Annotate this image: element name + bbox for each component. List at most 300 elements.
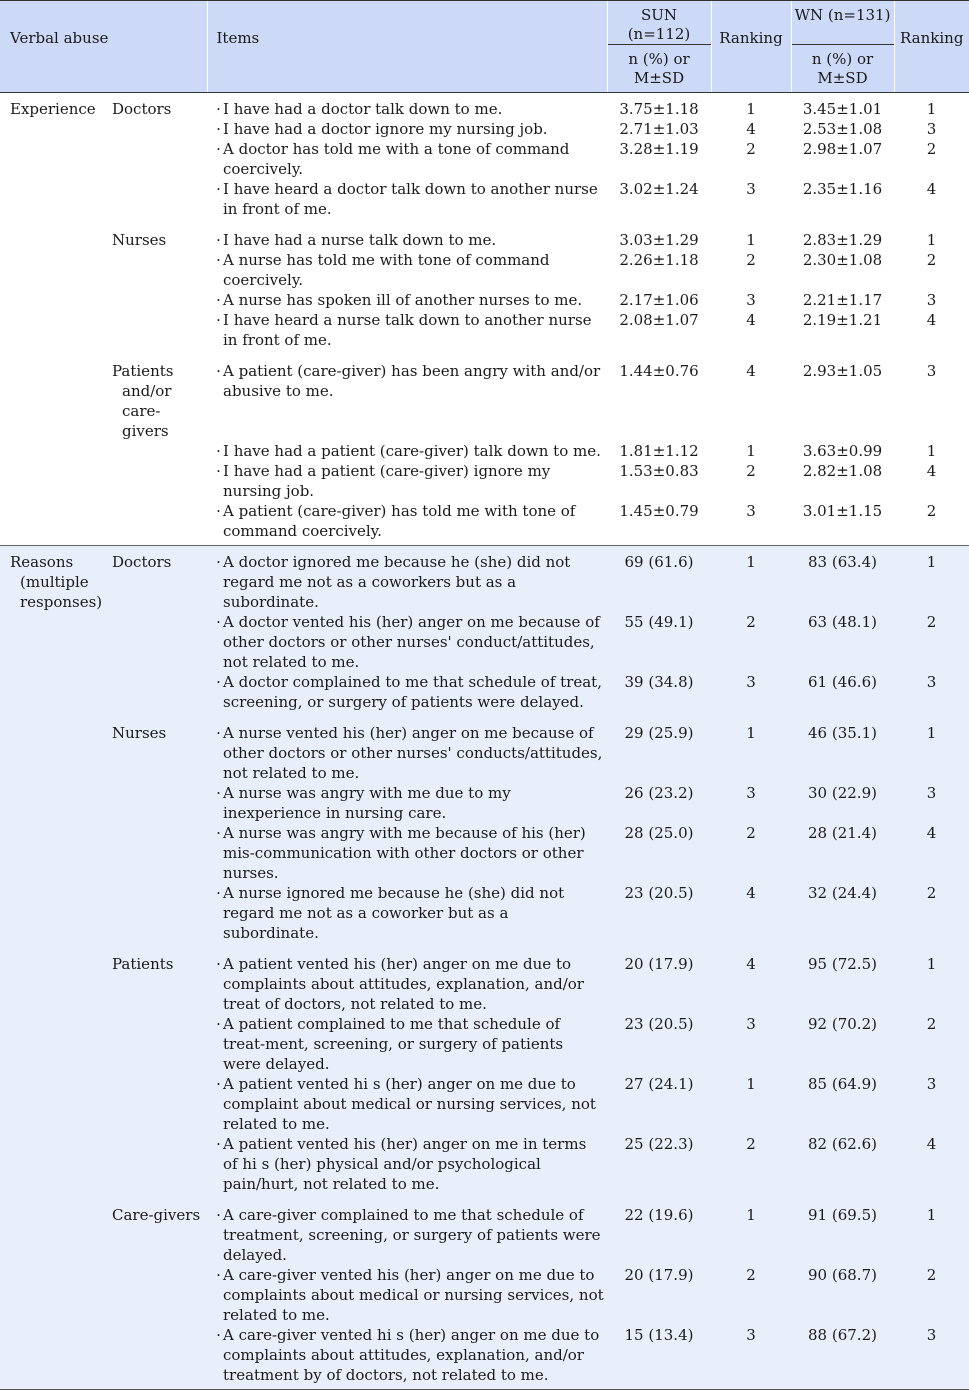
section-label-cell <box>0 783 103 823</box>
sun-value: 22 (19.6) <box>624 1206 694 1224</box>
section-label-cell <box>0 712 103 783</box>
header-sun-ranking <box>711 1 791 93</box>
wn-ranking-cell <box>894 461 969 501</box>
wn-value-cell <box>791 883 894 943</box>
sun-value-cell <box>607 93 711 120</box>
wn-value-cell <box>791 501 894 546</box>
sun-ranking: 1 <box>746 1206 756 1224</box>
sun-ranking: 1 <box>746 100 756 118</box>
wn-ranking-cell <box>894 219 969 250</box>
group-label-cell <box>103 350 207 441</box>
sun-ranking-cell <box>711 1194 791 1265</box>
item-entry <box>214 1265 607 1325</box>
group-label: Doctors <box>112 100 172 118</box>
item-entry <box>214 99 607 119</box>
sun-ranking-cell <box>711 179 791 219</box>
header-wn-stat-line2: M±SD <box>817 69 868 87</box>
item-cell <box>207 943 607 1014</box>
item-entry <box>214 1074 607 1134</box>
header-sun-stat <box>607 45 711 93</box>
item-text: A doctor ignored me because he (she) did not regard me not as a coworkers but as a subordinate. <box>223 553 571 611</box>
bullet-icon: · <box>216 120 221 138</box>
wn-value: 2.82±1.08 <box>802 462 883 480</box>
item-text: A patient (care-giver) has been angry with and/or abusive to me. <box>223 362 601 400</box>
section-label-cell <box>0 1134 103 1194</box>
header-verbal-abuse <box>0 1 207 93</box>
group-label-cell <box>103 139 207 179</box>
wn-ranking-cell <box>894 350 969 441</box>
sun-ranking-cell <box>711 441 791 461</box>
header-wn-label: WN (n=131) <box>794 6 891 24</box>
sun-value-cell <box>607 461 711 501</box>
sun-value: 55 (49.1) <box>624 613 694 631</box>
section-label-cell <box>0 501 103 546</box>
header-wn-ranking-label: Ranking <box>900 29 964 47</box>
bullet-icon: · <box>216 231 221 249</box>
section-label-cell <box>0 290 103 310</box>
bullet-icon: · <box>216 1326 221 1344</box>
sun-value-cell <box>607 883 711 943</box>
table-row <box>0 219 969 250</box>
wn-ranking: 3 <box>926 673 937 691</box>
sun-value: 2.26±1.18 <box>619 251 699 269</box>
item-entry <box>214 250 607 290</box>
sun-value-cell <box>607 1325 711 1390</box>
sun-value-cell <box>607 290 711 310</box>
sun-ranking: 1 <box>746 442 756 460</box>
wn-value-cell <box>791 93 894 120</box>
item-entry <box>214 783 607 823</box>
bullet-icon: · <box>216 724 221 742</box>
bullet-icon: · <box>216 553 221 571</box>
item-entry <box>214 290 607 310</box>
item-text: A patient vented hi s (her) anger on me due to complaint about medical or nursing services, not related to me. <box>223 1075 596 1133</box>
sun-ranking-cell <box>711 823 791 883</box>
wn-ranking-cell <box>894 672 969 712</box>
table-row <box>0 883 969 943</box>
section-label-cell <box>0 943 103 1014</box>
wn-ranking: 4 <box>926 180 937 198</box>
sun-value-cell <box>607 1194 711 1265</box>
table-row <box>0 310 969 350</box>
bullet-icon: · <box>216 100 221 118</box>
bullet-icon: · <box>216 362 221 380</box>
table-row <box>0 441 969 461</box>
sun-value: 23 (20.5) <box>624 884 694 902</box>
sun-ranking: 3 <box>746 1015 756 1033</box>
table-row <box>0 546 969 613</box>
group-label: care-givers <box>122 402 169 440</box>
item-cell <box>207 783 607 823</box>
sun-ranking-cell <box>711 310 791 350</box>
item-cell <box>207 672 607 712</box>
item-entry <box>214 552 607 612</box>
wn-value-cell <box>791 943 894 1014</box>
table-row <box>0 1014 969 1074</box>
sun-value-cell <box>607 612 711 672</box>
wn-ranking-cell <box>894 250 969 290</box>
item-cell <box>207 179 607 219</box>
group-label: Patients <box>112 362 174 380</box>
item-text: I have heard a doctor talk down to another nurse in front of me. <box>223 180 598 218</box>
sun-value: 20 (17.9) <box>624 955 694 973</box>
wn-value-cell <box>791 350 894 441</box>
wn-value: 2.93±1.05 <box>802 362 883 380</box>
wn-value: 90 (68.7) <box>808 1266 877 1284</box>
item-entry <box>214 1134 607 1194</box>
bullet-icon: · <box>216 311 221 329</box>
group-label-cell <box>103 93 207 120</box>
wn-value-cell <box>791 441 894 461</box>
sun-ranking-cell <box>711 250 791 290</box>
wn-value-cell <box>791 119 894 139</box>
wn-ranking-cell <box>894 943 969 1014</box>
wn-value: 3.63±0.99 <box>802 442 883 460</box>
item-entry <box>214 883 607 943</box>
sun-ranking-cell <box>711 1074 791 1134</box>
wn-ranking: 2 <box>926 884 937 902</box>
wn-ranking-cell <box>894 712 969 783</box>
bullet-icon: · <box>216 1206 221 1224</box>
sun-value: 1.81±1.12 <box>619 442 699 460</box>
bullet-icon: · <box>216 955 221 973</box>
item-cell <box>207 350 607 441</box>
item-cell <box>207 119 607 139</box>
sun-ranking-cell <box>711 943 791 1014</box>
item-text: A care-giver vented hi s (her) anger on me due to complaints about attitudes, explanation, and/or treatment by of doctors, not related to me. <box>223 1326 600 1384</box>
item-text: A doctor complained to me that schedule of treat, screening, or surgery of patients were delayed. <box>223 673 602 711</box>
group-label: Nurses <box>112 724 167 742</box>
wn-value: 46 (35.1) <box>808 724 877 742</box>
wn-value: 85 (64.9) <box>808 1075 877 1093</box>
sun-ranking-cell <box>711 501 791 546</box>
wn-value-cell <box>791 179 894 219</box>
item-text: A nurse was angry with me because of his (her) mis-communication with other doctors or other nurses. <box>223 824 586 882</box>
table-row <box>0 1074 969 1134</box>
section-label-cell <box>0 461 103 501</box>
sun-value-cell <box>607 1134 711 1194</box>
item-cell <box>207 461 607 501</box>
item-entry <box>214 119 607 139</box>
wn-ranking: 2 <box>926 502 937 520</box>
item-entry <box>214 441 607 461</box>
sun-ranking-cell <box>711 546 791 613</box>
wn-value: 61 (46.6) <box>808 673 877 691</box>
wn-ranking-cell <box>894 546 969 613</box>
item-text: A patient vented his (her) anger on me due to complaints about attitudes, explanation, and/or treat of doctors, not related to me. <box>223 955 584 1013</box>
bullet-icon: · <box>216 1266 221 1284</box>
section-label: Experience <box>10 100 96 118</box>
sun-ranking-cell <box>711 712 791 783</box>
sun-ranking: 3 <box>746 180 756 198</box>
wn-ranking: 3 <box>926 1326 937 1344</box>
experience-section <box>0 93 969 546</box>
wn-ranking-cell <box>894 93 969 120</box>
group-label: and/or <box>122 382 172 400</box>
bullet-icon: · <box>216 462 221 480</box>
sun-ranking-cell <box>711 1014 791 1074</box>
item-text: A nurse was angry with me due to my inexperience in nursing care. <box>223 784 511 822</box>
sun-value: 1.44±0.76 <box>619 362 699 380</box>
sun-value: 3.28±1.19 <box>619 140 699 158</box>
group-label-cell <box>103 1074 207 1134</box>
wn-ranking: 4 <box>926 462 937 480</box>
wn-value: 32 (24.4) <box>808 884 877 902</box>
sun-value-cell <box>607 219 711 250</box>
section-label-cell <box>0 139 103 179</box>
sun-value: 28 (25.0) <box>624 824 694 842</box>
sun-ranking: 2 <box>746 1266 756 1284</box>
item-entry <box>214 1205 607 1265</box>
bullet-icon: · <box>216 180 221 198</box>
header-wn-group <box>791 1 894 45</box>
group-label-cell <box>103 501 207 546</box>
sun-ranking: 1 <box>746 231 756 249</box>
item-entry <box>214 1014 607 1074</box>
sun-value: 26 (23.2) <box>624 784 694 802</box>
header-wn-stat <box>791 45 894 93</box>
group-label: Patients <box>112 955 174 973</box>
header-wn-ranking <box>894 1 969 93</box>
sun-value-cell <box>607 823 711 883</box>
item-entry <box>214 461 607 501</box>
sun-ranking: 3 <box>746 673 756 691</box>
sun-ranking-cell <box>711 93 791 120</box>
item-entry <box>214 1325 607 1385</box>
wn-value: 2.35±1.16 <box>802 180 883 198</box>
sun-value-cell <box>607 350 711 441</box>
group-label-cell <box>103 461 207 501</box>
section-label-cell <box>0 612 103 672</box>
item-cell <box>207 93 607 120</box>
sun-value: 39 (34.8) <box>624 673 694 691</box>
sun-value: 1.45±0.79 <box>619 502 699 520</box>
table-row <box>0 461 969 501</box>
section-label: (multiple <box>20 573 89 591</box>
section-label-cell <box>0 250 103 290</box>
group-label-cell <box>103 943 207 1014</box>
group-label-cell <box>103 823 207 883</box>
wn-ranking-cell <box>894 501 969 546</box>
section-label-cell <box>0 119 103 139</box>
item-text: I have had a nurse talk down to me. <box>223 231 497 249</box>
wn-value-cell <box>791 823 894 883</box>
sun-ranking: 1 <box>746 553 756 571</box>
wn-ranking: 1 <box>926 724 937 742</box>
wn-value: 2.21±1.17 <box>802 291 883 309</box>
item-entry <box>214 723 607 783</box>
header-wn-stat-line1: n (%) or <box>811 50 874 68</box>
sun-ranking: 3 <box>746 1326 756 1344</box>
section-label-cell <box>0 546 103 613</box>
item-text: I have had a patient (care-giver) ignore my nursing job. <box>223 462 551 500</box>
bullet-icon: · <box>216 140 221 158</box>
group-label-cell <box>103 1194 207 1265</box>
wn-ranking-cell <box>894 179 969 219</box>
item-entry <box>214 612 607 672</box>
item-cell <box>207 219 607 250</box>
header-sun-label: SUN (n=112) <box>627 6 691 43</box>
wn-ranking-cell <box>894 783 969 823</box>
sun-value: 29 (25.9) <box>624 724 694 742</box>
wn-ranking-cell <box>894 1074 969 1134</box>
bullet-icon: · <box>216 251 221 269</box>
wn-value-cell <box>791 461 894 501</box>
group-label-cell <box>103 250 207 290</box>
wn-ranking: 2 <box>926 1266 937 1284</box>
sun-value-cell <box>607 501 711 546</box>
item-cell <box>207 1014 607 1074</box>
sun-ranking-cell <box>711 290 791 310</box>
wn-value: 30 (22.9) <box>808 784 877 802</box>
sun-value-cell <box>607 250 711 290</box>
bullet-icon: · <box>216 1075 221 1093</box>
group-label-cell <box>103 119 207 139</box>
sun-value-cell <box>607 672 711 712</box>
section-label-cell <box>0 219 103 250</box>
item-entry <box>214 954 607 1014</box>
wn-value: 92 (70.2) <box>808 1015 877 1033</box>
wn-ranking: 2 <box>926 140 937 158</box>
sun-value: 1.53±0.83 <box>619 462 699 480</box>
sun-ranking: 1 <box>746 1075 756 1093</box>
bullet-icon: · <box>216 613 221 631</box>
wn-value: 83 (63.4) <box>808 553 877 571</box>
wn-value-cell <box>791 1194 894 1265</box>
table-row <box>0 1194 969 1265</box>
item-text: A patient (care-giver) has told me with tone of command coercively. <box>223 502 576 540</box>
section-label-cell <box>0 350 103 441</box>
wn-value-cell <box>791 712 894 783</box>
sun-ranking-cell <box>711 1265 791 1325</box>
item-text: A care-giver vented his (her) anger on me due to complaints about medical or nursing services, not related to me. <box>223 1266 604 1324</box>
item-text: I have had a doctor ignore my nursing job. <box>223 120 548 138</box>
wn-value: 2.98±1.07 <box>802 140 883 158</box>
item-entry <box>214 310 607 350</box>
wn-value: 3.01±1.15 <box>802 502 883 520</box>
item-text: A care-giver complained to me that schedule of treatment, screening, or surgery of patients were delayed. <box>223 1206 601 1264</box>
wn-ranking: 4 <box>926 1135 937 1153</box>
sun-ranking: 2 <box>746 613 756 631</box>
group-label-cell <box>103 712 207 783</box>
wn-ranking: 4 <box>926 824 937 842</box>
wn-ranking-cell <box>894 119 969 139</box>
wn-ranking: 1 <box>926 955 937 973</box>
group-label-cell <box>103 1134 207 1194</box>
section-label-cell <box>0 1074 103 1134</box>
group-label-cell <box>103 612 207 672</box>
wn-ranking: 1 <box>926 1206 937 1224</box>
section-label-cell <box>0 93 103 120</box>
wn-value: 63 (48.1) <box>808 613 877 631</box>
sun-ranking-cell <box>711 672 791 712</box>
section-label-cell <box>0 1014 103 1074</box>
sun-ranking: 2 <box>746 1135 756 1153</box>
wn-value: 28 (21.4) <box>808 824 877 842</box>
sun-ranking-cell <box>711 139 791 179</box>
item-entry <box>214 501 607 541</box>
item-cell <box>207 250 607 290</box>
item-cell <box>207 441 607 461</box>
sun-ranking-cell <box>711 350 791 441</box>
sun-ranking-cell <box>711 119 791 139</box>
bullet-icon: · <box>216 784 221 802</box>
item-cell <box>207 310 607 350</box>
bullet-icon: · <box>216 884 221 902</box>
sun-value: 2.17±1.06 <box>619 291 699 309</box>
table-row <box>0 93 969 120</box>
item-entry <box>214 672 607 712</box>
group-label-cell <box>103 179 207 219</box>
wn-value-cell <box>791 290 894 310</box>
table-row <box>0 783 969 823</box>
item-text: A nurse ignored me because he (she) did not regard me not as a coworker but as a subordinate. <box>223 884 565 942</box>
group-label-cell <box>103 219 207 250</box>
group-label-cell <box>103 883 207 943</box>
sun-ranking: 2 <box>746 462 756 480</box>
wn-ranking-cell <box>894 290 969 310</box>
item-cell <box>207 290 607 310</box>
section-label-cell <box>0 1194 103 1265</box>
wn-value-cell <box>791 250 894 290</box>
item-entry <box>214 179 607 219</box>
group-label: Doctors <box>112 553 172 571</box>
sun-ranking-cell <box>711 783 791 823</box>
section-label-cell <box>0 441 103 461</box>
table-row <box>0 1325 969 1390</box>
wn-value-cell <box>791 1325 894 1390</box>
group-label-cell <box>103 1014 207 1074</box>
sun-ranking: 4 <box>746 955 756 973</box>
sun-ranking-cell <box>711 883 791 943</box>
sun-ranking: 4 <box>746 362 756 380</box>
wn-value-cell <box>791 783 894 823</box>
sun-value-cell <box>607 943 711 1014</box>
item-entry <box>214 139 607 179</box>
wn-ranking-cell <box>894 1134 969 1194</box>
table-row <box>0 612 969 672</box>
wn-value-cell <box>791 1074 894 1134</box>
table-row <box>0 139 969 179</box>
sun-value: 25 (22.3) <box>624 1135 694 1153</box>
sun-value-cell <box>607 139 711 179</box>
section-label-cell <box>0 672 103 712</box>
sun-ranking-cell <box>711 461 791 501</box>
sun-value: 3.02±1.24 <box>619 180 699 198</box>
bullet-icon: · <box>216 502 221 520</box>
sun-value-cell <box>607 1265 711 1325</box>
sun-value: 3.03±1.29 <box>619 231 699 249</box>
bullet-icon: · <box>216 291 221 309</box>
wn-ranking-cell <box>894 883 969 943</box>
wn-value: 2.83±1.29 <box>802 231 883 249</box>
table-row <box>0 823 969 883</box>
wn-value-cell <box>791 310 894 350</box>
item-entry <box>214 230 607 250</box>
sun-value-cell <box>607 119 711 139</box>
sun-ranking: 2 <box>746 251 756 269</box>
sun-value-cell <box>607 546 711 613</box>
bullet-icon: · <box>216 1135 221 1153</box>
wn-value: 95 (72.5) <box>808 955 877 973</box>
sun-value: 27 (24.1) <box>624 1075 694 1093</box>
wn-value: 2.30±1.08 <box>802 251 883 269</box>
table-header <box>0 1 969 93</box>
item-entry <box>214 823 607 883</box>
item-text: A nurse vented his (her) anger on me because of other doctors or other nurses' conducts/attitudes, not related to me. <box>223 724 603 782</box>
item-cell <box>207 883 607 943</box>
table-row <box>0 1134 969 1194</box>
